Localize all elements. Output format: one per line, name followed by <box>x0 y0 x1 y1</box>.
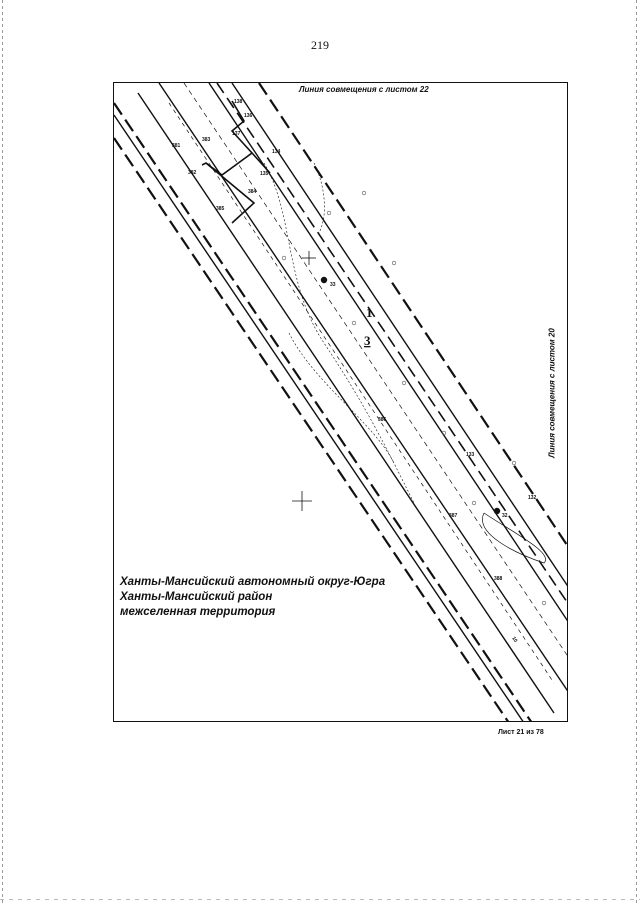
map-drawing <box>114 83 568 722</box>
survey-point <box>494 508 500 514</box>
corridor-line <box>114 115 524 722</box>
point-label: 384 <box>248 189 257 195</box>
point-label: 385 <box>216 206 225 212</box>
point-label: 134 <box>272 149 281 155</box>
point-label: 133 <box>466 452 475 458</box>
point-label: 388 <box>494 576 503 582</box>
tree-symbol <box>327 211 331 215</box>
point-label: 132 <box>528 495 537 501</box>
inner-dashed-line <box>184 83 568 658</box>
sheet-number-label: Лист 21 из 78 <box>498 729 544 736</box>
point-label: 381 <box>172 143 181 149</box>
region-line: Ханты-Мансийский район <box>120 591 273 603</box>
zone-label: 3 <box>364 333 371 348</box>
corridor-line <box>232 83 568 588</box>
bottom-scan-edge <box>0 899 640 900</box>
point-label: 135 <box>260 171 269 177</box>
left-scan-edge <box>2 0 3 905</box>
region-line: Ханты-Мансийский автономный округ-Югра <box>120 576 386 588</box>
parcel-boundary <box>252 153 270 173</box>
zone-label: 1 <box>366 305 373 320</box>
point-label: 136 <box>244 113 253 119</box>
point-label: 137 <box>232 131 241 137</box>
point-label: 138 <box>234 99 243 105</box>
tree-symbol <box>392 261 396 265</box>
tree-symbol <box>472 501 476 505</box>
top-alignment-caption: Линия совмещения с листом 22 <box>299 85 429 94</box>
right-scan-edge <box>636 0 637 905</box>
tree-symbol <box>282 256 286 260</box>
point-label: 386 <box>378 417 387 423</box>
tree-symbol <box>512 461 516 465</box>
dashed-boundary <box>217 83 568 605</box>
point-label: 10 <box>510 635 519 644</box>
point-label: 382 <box>188 170 197 176</box>
point-label: 32 <box>502 513 508 519</box>
tree-symbol <box>362 191 366 195</box>
region-line: межселенная территория <box>120 606 276 618</box>
dashed-boundary <box>114 103 532 722</box>
tree-symbol <box>402 381 406 385</box>
corridor-line <box>138 93 554 713</box>
dashed-boundary <box>259 83 568 548</box>
point-label: 33 <box>330 282 336 288</box>
tree-symbol <box>352 321 356 325</box>
page-number: 219 <box>311 38 329 52</box>
contour-line <box>264 163 414 503</box>
point-label: 387 <box>449 513 458 519</box>
tree-symbol <box>542 601 546 605</box>
region-caption <box>120 575 385 620</box>
survey-point <box>321 277 327 283</box>
dashed-boundary <box>114 138 509 722</box>
map-sheet: 138 136 137 381 383 382 384 385 135 134 33 386 133 132 387 32 388 10 1 3 Линия совмещения с листом 22 Линия совмещения с листом 20 Ханты-Мансийский автономный округ-Югра Ханты-Мансийский район межселенная территория <box>113 82 568 722</box>
point-label: 383 <box>202 137 211 143</box>
crosshair-mark <box>292 491 312 511</box>
